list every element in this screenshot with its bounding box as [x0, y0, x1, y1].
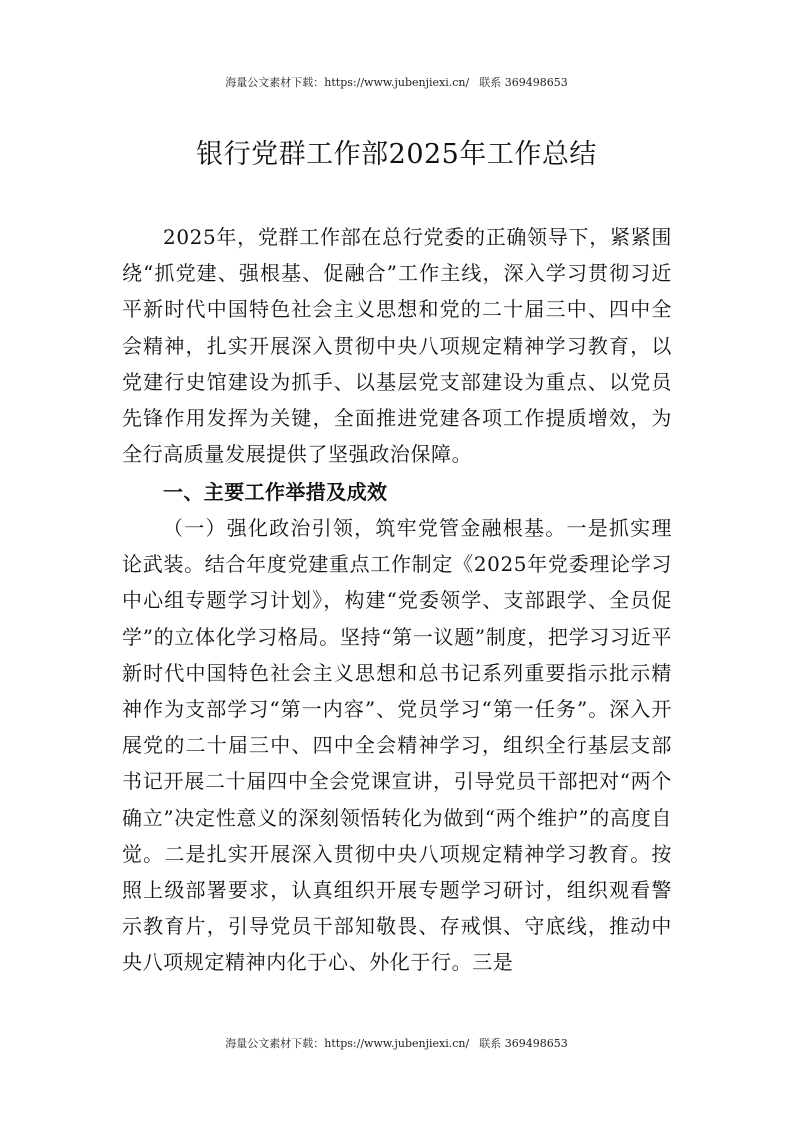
body-paragraph: （一）强化政治引领，筑牢党管金融根基。一是抓实理论武装。结合年度党建重点工作制定《2025年党委理论学习中心组专题学习计划》，构建“党委领学、支部跟学、全员促学”的立体化学习格局。坚持“第一议题”制度，把学习习近平新时代中国特色社会主义思想和总书记系列重要指示批示精神作为支部学习“第一内容”、党员学习“第一任务”。深入开展党的二十届三中、四中全会精神学习，组织全行基层支部书记开展二十届四中全会党课宣讲，引导党员干部把对“两个确立”决定性意义的深刻领悟转化为做到“两个维护”的高度自觉。二是扎实开展深入贯彻中央八项规定精神学习教育。按照上级部署要求，认真组织开展专题学习研讨，组织观看警示教育片，引导党员干部知敬畏、存戒惧、守底线，推动中央八项规定精神内化于心、外化于行。三是 [122, 516, 672, 975]
section-heading: 一、主要工作举措及成效 [163, 480, 388, 504]
intro-paragraph: 2025年，党群工作部在总行党委的正确领导下，紧紧围绕“抓党建、强根基、促融合”工作主线，深入学习贯彻习近平新时代中国特色社会主义思想和党的二十届三中、四中全会精神，扎实开展深入贯彻中央八项规定精神学习教育，以党建行史馆建设为抓手、以基层党支部建设为重点、以党员先锋作用发挥为关键，全面推进党建各项工作提质增效，为全行高质量发展提供了坚强政治保障。 [122, 225, 672, 467]
header-contact-label: 联系 369498653 [479, 76, 568, 89]
page-header [0, 76, 793, 90]
footer-site-label: 海量公文素材下载：https://www.jubenjiexi.cn/ [225, 1037, 470, 1050]
page-footer [0, 1037, 793, 1051]
header-site-label: 海量公文素材下载：https://www.jubenjiexi.cn/ [225, 76, 470, 89]
document-title: 银行党群工作部2025年工作总结 [196, 139, 597, 170]
footer-contact-label: 联系 369498653 [479, 1037, 568, 1050]
